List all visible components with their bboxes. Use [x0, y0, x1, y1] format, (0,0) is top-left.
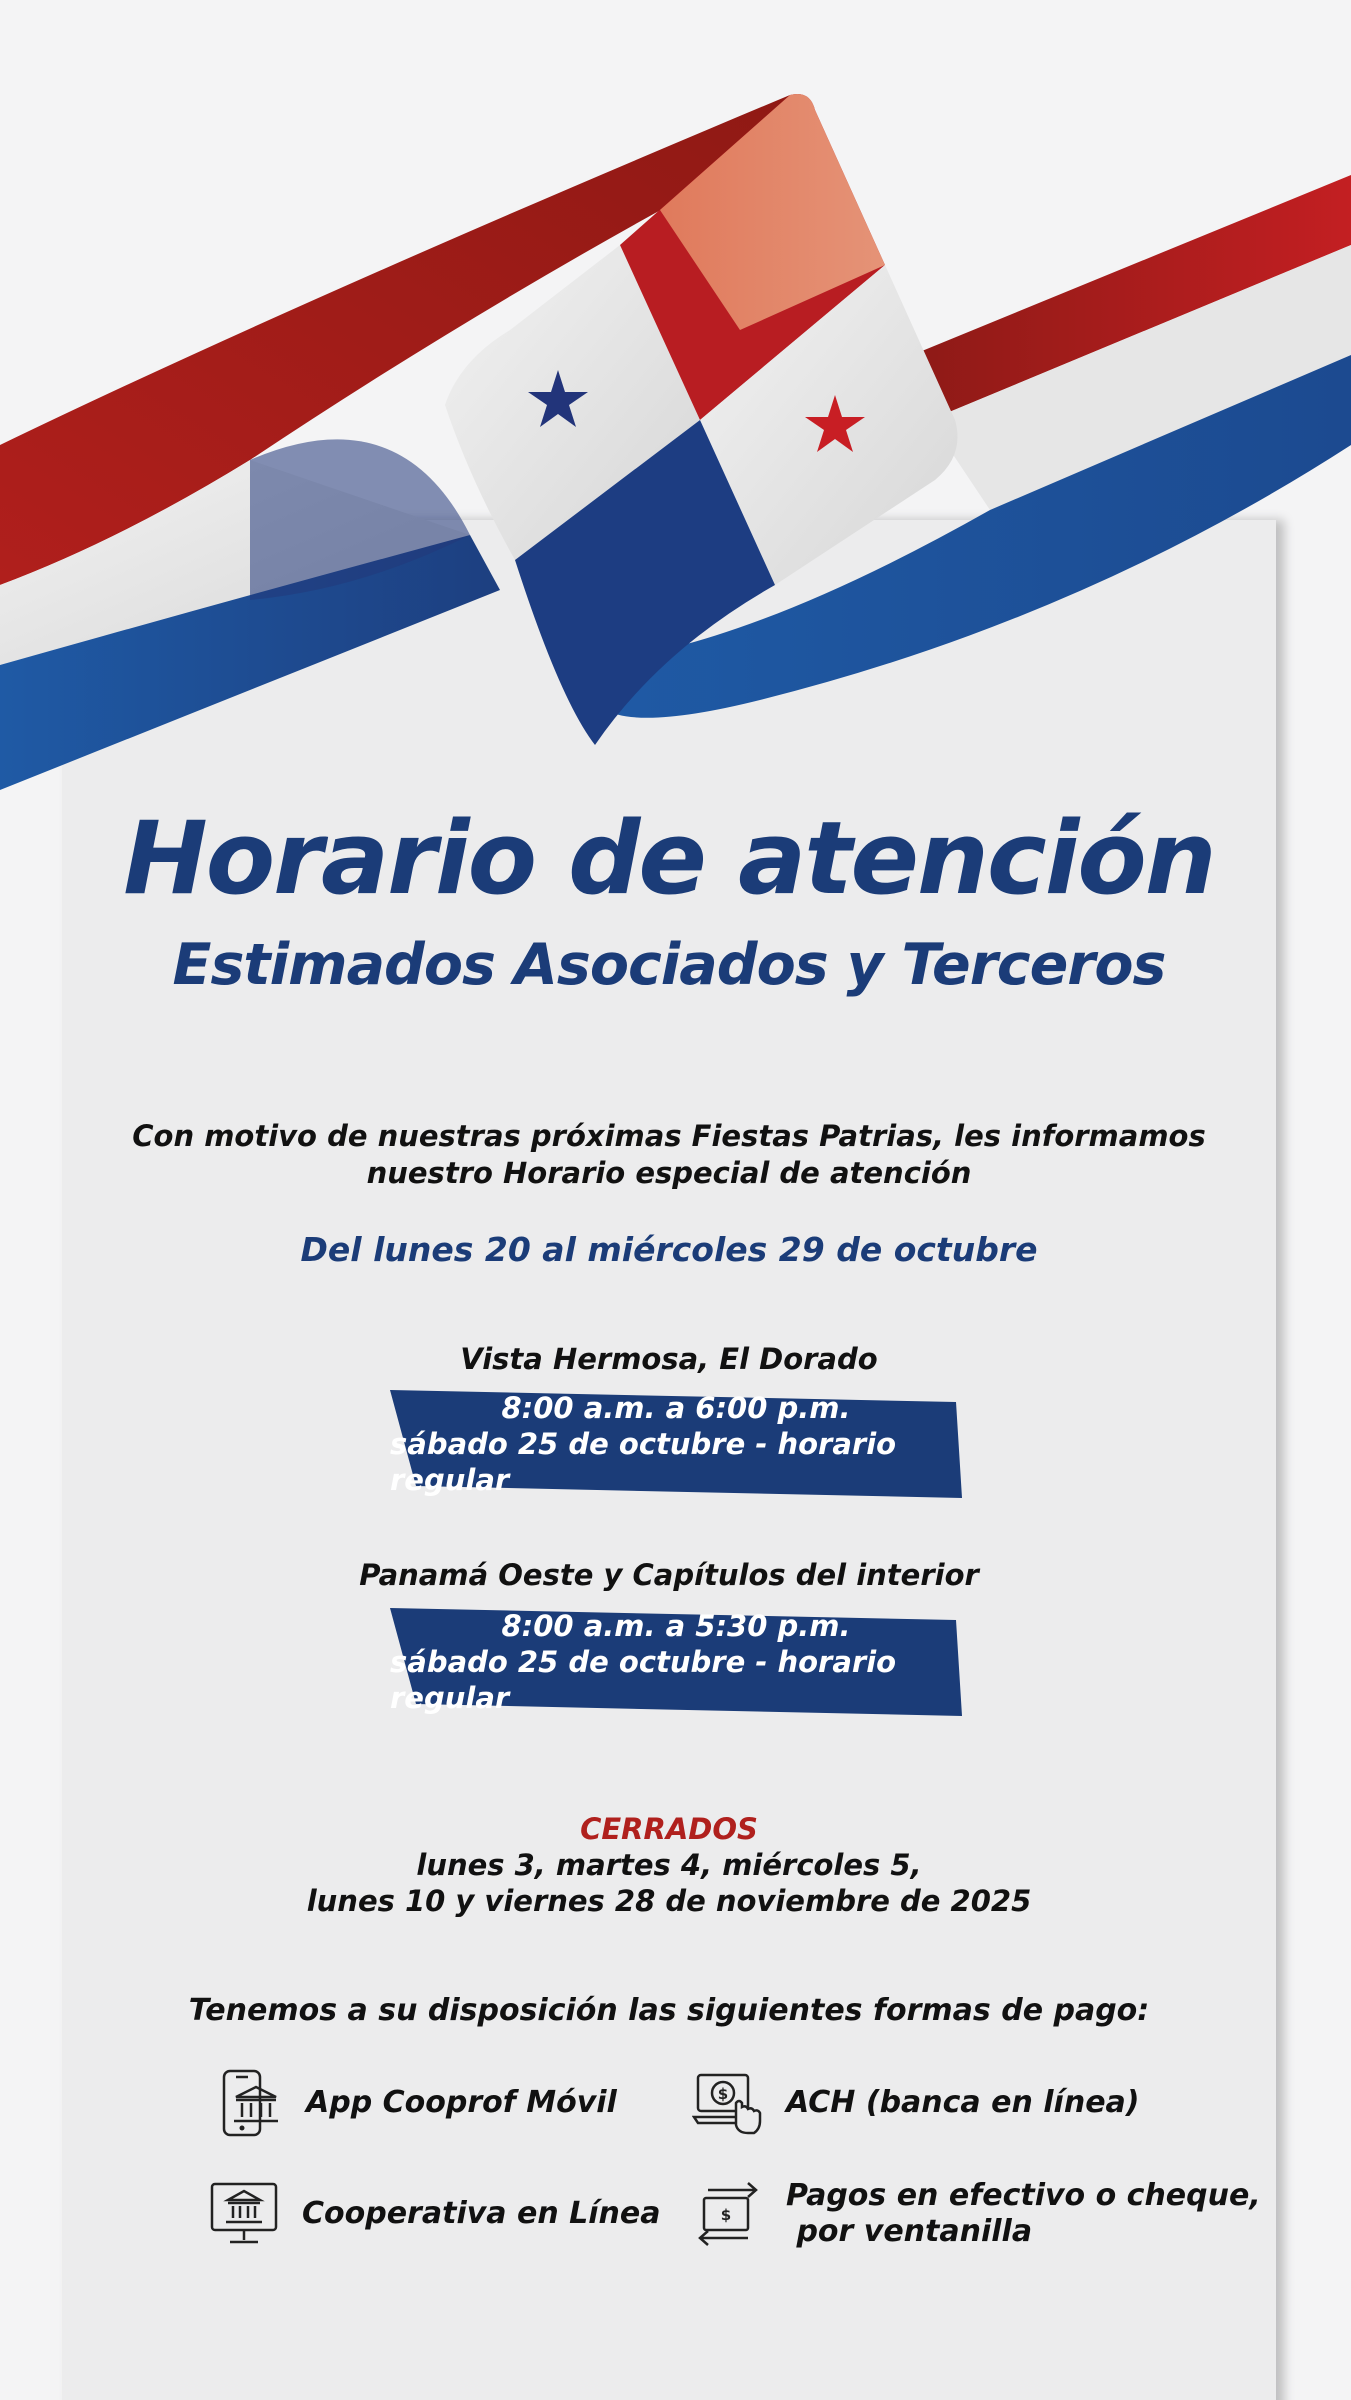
monitor-bank-icon — [208, 2178, 280, 2250]
payment-label-line-1: Pagos en efectivo o cheque, — [786, 2178, 1261, 2213]
payment-label: App Cooprof Móvil — [306, 2085, 617, 2120]
closed-dates-line-2: lunes 10 y viernes 28 de noviembre de 2025 — [306, 1884, 1032, 1918]
payment-label: ACH (banca en línea) — [786, 2085, 1140, 2120]
closed-label: CERRADOS — [580, 1812, 758, 1846]
hours-banner — [390, 1390, 962, 1498]
date-range: Del lunes 20 al miércoles 29 de octubre — [300, 1230, 1038, 1269]
intro-line-2: nuestro Horario especial de atención — [366, 1156, 972, 1190]
payment-label: Cooperativa en Línea — [302, 2196, 661, 2231]
location-name: Panamá Oeste y Capítulos del interior — [359, 1558, 979, 1592]
hours-note: sábado 25 de octubre - horario regular — [390, 1645, 897, 1715]
intro-text — [62, 1118, 1276, 1192]
cash-exchange-icon — [692, 2178, 764, 2250]
panama-flag-ribbon — [0, 0, 1351, 800]
payment-method-cash — [692, 2178, 1261, 2250]
hours-banner — [390, 1608, 962, 1716]
svg-text:$: $ — [720, 2206, 732, 2224]
payment-method-online — [208, 2178, 660, 2250]
intro-line-1: Con motivo de nuestras próximas Fiestas Patrias, les informamos — [132, 1119, 1206, 1153]
page-title: Horario de atención — [123, 799, 1215, 917]
hours-text: 8:00 a.m. a 5:30 p.m. — [501, 1609, 851, 1643]
payment-label-line-2: por ventanilla — [786, 2214, 1033, 2249]
laptop-dollar-click-icon — [692, 2067, 764, 2139]
payment-method-app — [212, 2067, 617, 2139]
location-name: Vista Hermosa, El Dorado — [460, 1342, 878, 1376]
hours-note: sábado 25 de octubre - horario regular — [390, 1427, 897, 1497]
payment-method-ach — [692, 2067, 1140, 2139]
payment-methods-title: Tenemos a su disposición las siguientes formas de pago: — [188, 1993, 1150, 2028]
hours-text: 8:00 a.m. a 6:00 p.m. — [501, 1391, 851, 1425]
mobile-bank-icon — [212, 2067, 284, 2139]
closed-dates-line-1: lunes 3, martes 4, miércoles 5, — [416, 1848, 922, 1882]
page-subtitle: Estimados Asociados y Terceros — [172, 932, 1166, 998]
svg-text:$: $ — [717, 2085, 729, 2103]
payment-label — [786, 2178, 1261, 2250]
